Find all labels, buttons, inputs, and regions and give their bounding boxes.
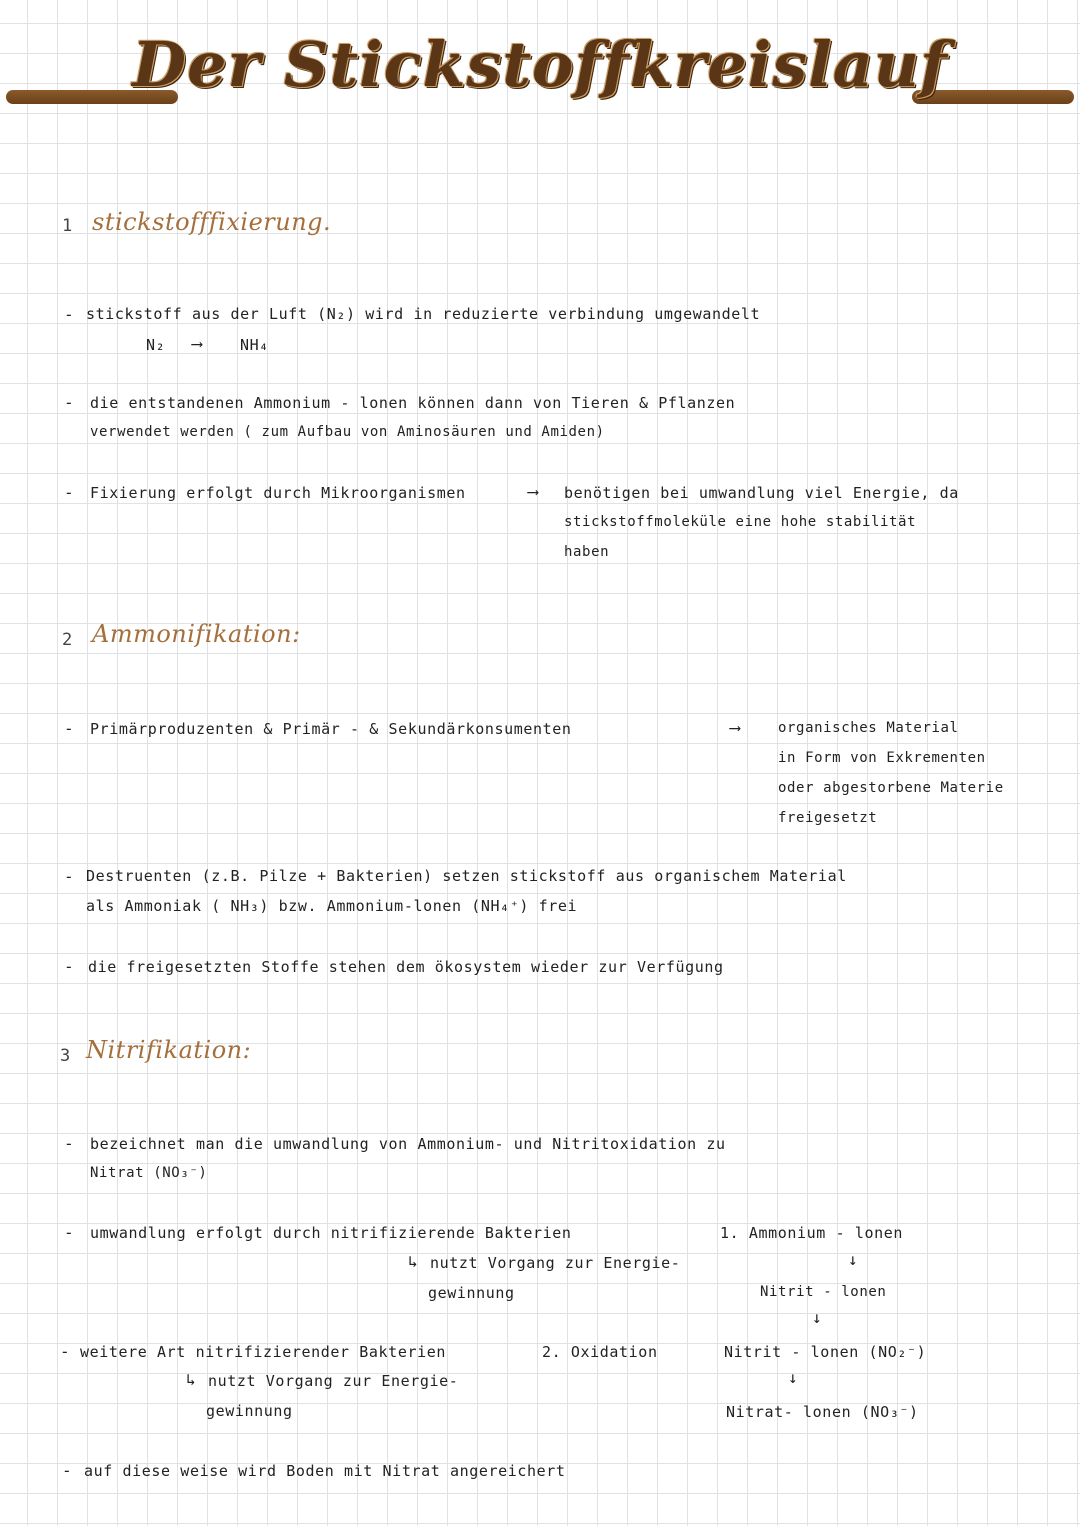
s3-b1-line2: Nitrat (NO₃⁻) — [90, 1165, 208, 1181]
bullet-marker: - — [64, 719, 74, 738]
chain-nitrit-no2: Nitrit - lonen (NO₂⁻) — [724, 1343, 927, 1361]
s2-b2-line2: als Ammoniak ( NH₃) bzw. Ammonium-lonen (NH₄⁺) frei — [86, 897, 578, 915]
section-1-heading: stickstofffixierung. — [92, 208, 332, 236]
bullet-marker: - — [64, 305, 74, 324]
s3-b2-left: umwandlung erfolgt durch nitrifizierende Bakterien — [90, 1224, 572, 1242]
s3-b4-line1: auf diese weise wird Boden mit Nitrat angereichert — [84, 1462, 566, 1480]
section-2-heading: Ammonifikation: — [92, 620, 301, 648]
s2-b2-line1: Destruenten (z.B. Pilze + Bakterien) setzen stickstoff aus organischem Material — [86, 867, 847, 885]
bullet-marker: - — [64, 393, 74, 412]
s3-b3-sub2: gewinnung — [206, 1402, 293, 1420]
bullet-marker: - — [64, 1134, 74, 1153]
s1-b3-right2: stickstoffmoleküle eine hohe stabilität — [564, 514, 917, 530]
bullet-marker: - — [62, 1461, 72, 1480]
return-arrow-icon: ↳ — [186, 1370, 196, 1389]
section-1-number: 1 — [62, 216, 73, 236]
s1-b1-line1: stickstoff aus der Luft (N₂) wird in reduzierte verbindung umgewandelt — [86, 305, 761, 323]
s3-b2-sub1: nutzt Vorgang zur Energie- — [430, 1254, 681, 1272]
s2-b1-right3: oder abgestorbene Materie — [778, 780, 1004, 796]
s2-b1-right2: in Form von Exkrementen — [778, 750, 986, 766]
s1-b3-right1: benötigen bei umwandlung viel Energie, da — [564, 484, 959, 502]
s2-b1-right4: freigesetzt — [778, 810, 878, 826]
s1-formula-to: NH₄ — [240, 336, 269, 354]
section-2-number: 2 — [62, 630, 73, 650]
bullet-marker: - — [64, 1223, 74, 1242]
bullet-marker: - — [64, 483, 74, 502]
section-3-number: 3 — [60, 1046, 71, 1066]
arrow-down-icon: ↓ — [812, 1308, 822, 1327]
bullet-marker: - — [64, 867, 74, 886]
s2-b3-line1: die freigesetzten Stoffe stehen dem ökosystem wieder zur Verfügung — [88, 958, 724, 976]
s1-b3-right3: haben — [564, 544, 610, 560]
s3-b3-left: weitere Art nitrifizierender Bakterien — [80, 1343, 446, 1361]
s3-b1-line1: bezeichnet man die umwandlung von Ammonium- und Nitritoxidation zu — [90, 1135, 726, 1153]
s3-b3-sub1: nutzt Vorgang zur Energie- — [208, 1372, 459, 1390]
s1-formula-from: N₂ — [146, 336, 166, 354]
arrow-right-icon: ⟶ — [528, 482, 538, 501]
s1-b2-line1: die entstandenen Ammonium - lonen können dann von Tieren & Pflanzen — [90, 394, 736, 412]
s3-b3-oxidation: 2. Oxidation — [542, 1343, 658, 1361]
s1-b2-line2: verwendet werden ( zum Aufbau von Aminosäuren und Amiden) — [90, 424, 605, 440]
arrow-down-icon: ↓ — [848, 1250, 858, 1269]
section-3-heading: Nitrifikation: — [86, 1036, 252, 1064]
s3-b2-sub2: gewinnung — [428, 1284, 515, 1302]
chain-nitrit: Nitrit - lonen — [760, 1284, 887, 1300]
chain-nitrat-no3: Nitrat- lonen (NO₃⁻) — [726, 1403, 919, 1421]
return-arrow-icon: ↳ — [408, 1252, 418, 1271]
bullet-marker: - — [60, 1342, 70, 1361]
arrow-right-icon: ⟶ — [192, 334, 202, 353]
arrow-down-icon: ↓ — [788, 1368, 798, 1387]
page-title: Der Stickstoffkreislauf — [132, 28, 948, 101]
chain-ammonium: 1. Ammonium - lonen — [720, 1224, 903, 1242]
s1-b3-left: Fixierung erfolgt durch Mikroorganismen — [90, 484, 466, 502]
s2-b1-left: Primärproduzenten & Primär - & Sekundärkonsumenten — [90, 720, 572, 738]
arrow-right-icon: ⟶ — [730, 718, 740, 737]
s2-b1-right1: organisches Material — [778, 720, 959, 736]
bullet-marker: - — [64, 957, 74, 976]
